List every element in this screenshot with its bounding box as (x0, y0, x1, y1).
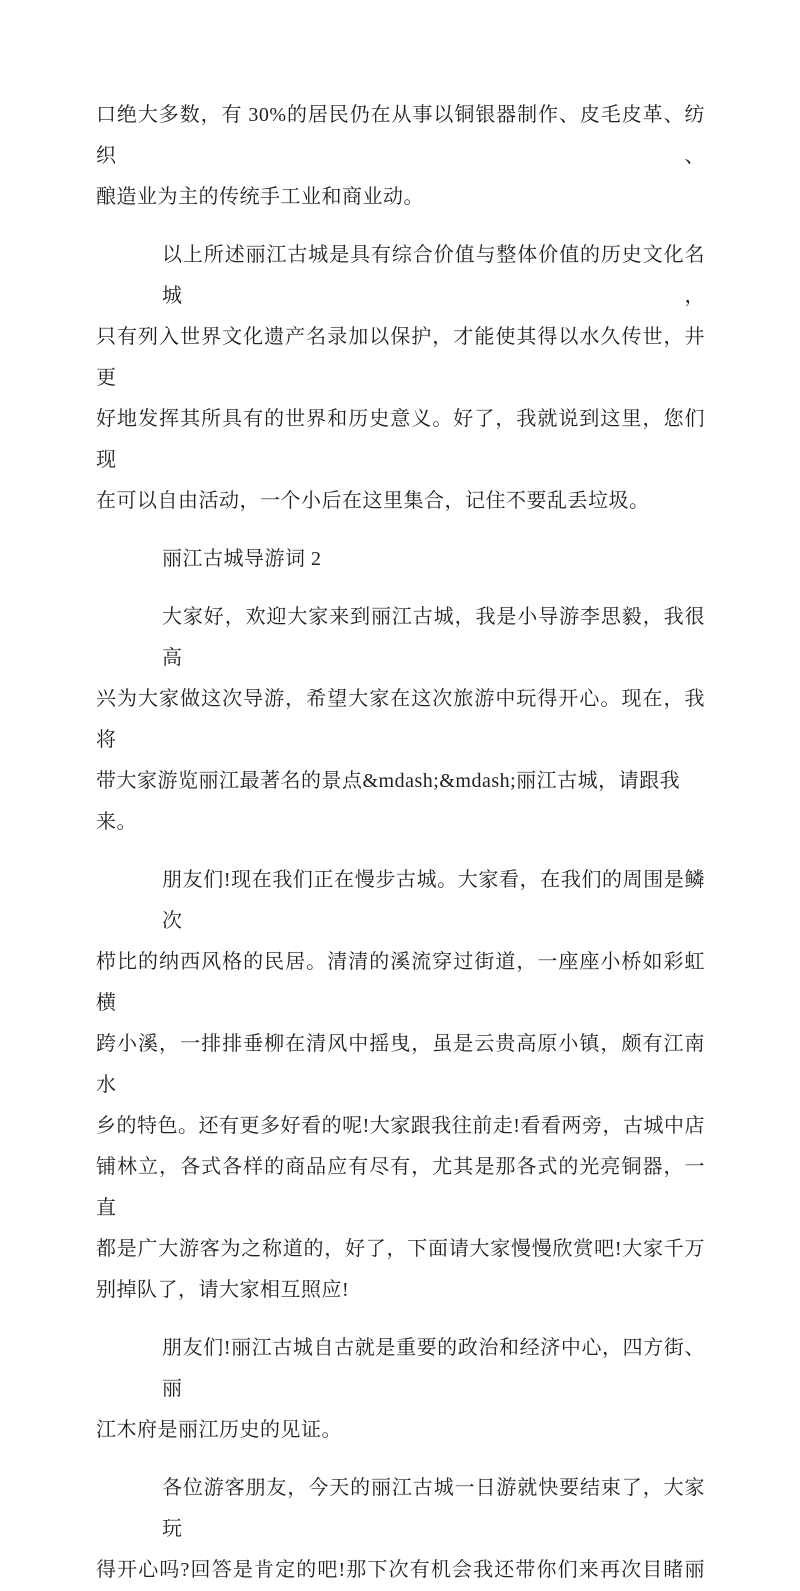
section-title-text: 丽江古城导游词 2 (162, 548, 322, 570)
text-line: 乡的特色。还有更多好看的呢!大家跟我往前走!看看两旁，古城中店 (96, 1115, 705, 1137)
text-line: 口绝大多数，有 30%的居民仍在从事以铜银器制作、皮毛皮革、纺织、 (96, 104, 705, 167)
paragraph (96, 597, 705, 843)
text-line: 江木府是丽江历史的见证。 (96, 1419, 342, 1441)
text-line: 各位游客朋友，今天的丽江古城一日游就快要结束了，大家玩 (162, 1477, 705, 1540)
paragraph (96, 1328, 705, 1451)
text-line: 铺林立，各式各样的商品应有尽有，尤其是那各式的光亮铜器，一直 (96, 1156, 705, 1219)
paragraph (96, 1468, 705, 1591)
text-line: 酿造业为主的传统手工业和商业动。 (96, 186, 424, 208)
text-line: 兴为大家做这次导游，希望大家在这次旅游中玩得开心。现在，我将 (96, 688, 705, 751)
text-line: 别掉队了，请大家相互照应! (96, 1279, 350, 1301)
paragraph (96, 95, 705, 218)
text-line: 跨小溪，一排排垂柳在清风中摇曳，虽是云贵高原小镇，颇有江南水 (96, 1033, 705, 1096)
text-line: 以上所述丽江古城是具有综合价值与整体价值的历史文化名城， (162, 244, 705, 307)
text-line: 只有列入世界文化遗产名录加以保护，才能使其得以水久传世，井更 (96, 326, 705, 389)
text-line: 得开心吗?回答是肯定的吧!那下次有机会我还带你们来再次目睹丽 (96, 1559, 705, 1581)
text-line: 栉比的纳西风格的民居。清清的溪流穿过街道，一座座小桥如彩虹横 (96, 951, 705, 1014)
paragraph (96, 235, 705, 522)
paragraph (96, 860, 705, 1311)
text-line: 带大家游览丽江最著名的景点&mdash;&mdash;丽江古城，请跟我来。 (96, 770, 681, 833)
text-line: 在可以自由活动，一个小后在这里集合，记住不要乱丢垃圾。 (96, 490, 650, 512)
text-line: 朋友们!现在我们正在慢步古城。大家看，在我们的周围是鳞次 (162, 869, 705, 932)
text-line: 好地发挥其所具有的世界和历史意义。好了，我就说到这里，您们现 (96, 408, 705, 471)
text-line: 朋友们!丽江古城自古就是重要的政治和经济中心，四方街、丽 (162, 1337, 705, 1400)
text-line: 都是广大游客为之称道的，好了，下面请大家慢慢欣赏吧!大家千万 (96, 1238, 705, 1260)
text-line: 大家好，欢迎大家来到丽江古城，我是小导游李思毅，我很高 (162, 606, 705, 669)
section-title (96, 539, 705, 580)
